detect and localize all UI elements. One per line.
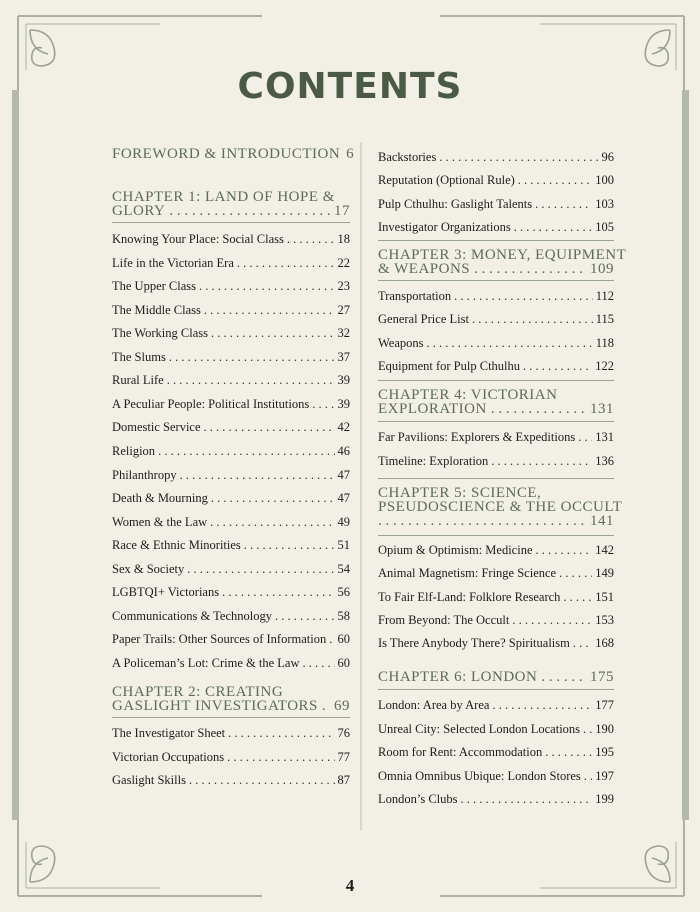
leader-dots	[545, 744, 592, 760]
leader-dots	[573, 635, 592, 651]
chapter-5-rule-top	[378, 478, 614, 479]
toc-entry[interactable]	[378, 768, 614, 784]
toc-entry-page: 18	[337, 232, 350, 246]
toc-entry-label: Communications & Technology	[112, 608, 272, 623]
chapter-4-heading[interactable]	[378, 388, 614, 416]
chapter-4-title-line2: EXPLORATION	[378, 401, 487, 417]
toc-entry-label: Investigator Organizations	[378, 219, 511, 234]
toc-entry[interactable]	[378, 311, 614, 327]
toc-entry[interactable]	[378, 196, 614, 212]
toc-entry[interactable]	[112, 725, 350, 741]
leader-dots	[492, 697, 592, 713]
toc-entry-page: 199	[595, 792, 614, 806]
chapter-5-rule	[378, 535, 614, 536]
chapter-1-rule	[112, 222, 350, 223]
toc-entry-label: The Working Class	[112, 326, 208, 341]
toc-entry-page: 103	[595, 196, 614, 211]
toc-entry-label: Omnia Omnibus Ubique: London Stores	[378, 768, 581, 783]
toc-entry-page: 77	[337, 749, 350, 764]
toc-entry-page: 142	[595, 543, 614, 557]
toc-entry-page: 190	[595, 721, 614, 736]
toc-entry-label: Life in the Victorian Era	[112, 255, 234, 270]
chapter-1-title-line1: CHAPTER 1: LAND OF HOPE &	[112, 189, 335, 205]
toc-entry-page: 58	[337, 608, 350, 623]
chapter-2-page: 69	[334, 698, 350, 714]
toc-entry-page: 60	[337, 655, 350, 670]
toc-entry-page: 105	[595, 219, 614, 234]
toc-entry[interactable]	[112, 396, 350, 412]
chapter-6-heading[interactable]	[378, 670, 614, 684]
chapter-3-rule-top	[378, 240, 614, 241]
chapter-6-title: CHAPTER 6: LONDON	[378, 669, 538, 685]
chapter-6-page: 175	[590, 669, 614, 685]
toc-entry-label: A Peculiar People: Political Institutions	[112, 396, 310, 411]
leader-dots	[491, 453, 592, 469]
page-title: CONTENTS	[237, 66, 463, 107]
toc-entry-page: 47	[337, 491, 350, 506]
toc-entry-label: Death & Mourning	[112, 491, 208, 506]
toc-entry-page: 22	[337, 255, 350, 270]
toc-entry-label: Domestic Service	[112, 420, 201, 435]
toc-entry[interactable]	[112, 349, 350, 365]
leader-dots	[189, 772, 335, 788]
toc-entry[interactable]	[112, 514, 350, 530]
leader-dots	[275, 608, 335, 624]
toc-entry-label: Philanthropy	[112, 467, 177, 482]
toc-entry-label: Gaslight Skills	[112, 773, 186, 787]
leader-dots	[472, 311, 593, 327]
leader-dots	[302, 655, 334, 671]
toc-entry[interactable]	[112, 608, 350, 624]
toc-entry-label: Unreal City: Selected London Locations	[378, 721, 581, 736]
toc-entry-page: 54	[337, 561, 350, 576]
toc-entry[interactable]	[112, 419, 350, 435]
toc-entry-label: Transportation	[378, 289, 452, 303]
toc-entry[interactable]	[112, 584, 350, 600]
toc-entry[interactable]	[378, 149, 614, 165]
chapter-4-rule	[378, 421, 614, 422]
toc-entry-label: Room for Rent: Accommodation	[378, 745, 543, 759]
toc-entry-label: Victorian Occupations	[112, 749, 225, 764]
leader-dots	[204, 302, 335, 318]
toc-entry-page: 195	[595, 745, 614, 759]
toc-entry[interactable]	[112, 631, 350, 647]
page-number: 4	[345, 876, 355, 895]
toc-entry[interactable]	[378, 565, 614, 581]
leader-dots	[228, 725, 334, 741]
chapter-3-title-line1: CHAPTER 3: MONEY, EQUIPMENT	[378, 247, 627, 263]
toc-entry-label: General Price List	[378, 312, 469, 327]
toc-entry[interactable]	[378, 429, 614, 445]
toc-entry-label: The Middle Class	[112, 302, 201, 317]
toc-entry-page: 76	[337, 726, 350, 740]
toc-entry-label: Women & the Law	[112, 514, 208, 529]
toc-entry-page: 42	[337, 420, 350, 435]
toc-entry[interactable]	[378, 453, 614, 469]
toc-entry-page: 87	[337, 773, 350, 787]
toc-entry-page: 23	[337, 279, 350, 294]
toc-entry[interactable]	[112, 490, 350, 506]
toc-entry-page: 197	[595, 768, 614, 783]
chapter-5-title-line1: CHAPTER 5: SCIENCE,	[378, 485, 542, 501]
toc-entry[interactable]	[112, 655, 350, 671]
chapter-3-title-line2: & WEAPONS	[378, 261, 471, 277]
toc-entry[interactable]	[378, 791, 614, 807]
toc-entry[interactable]	[378, 358, 614, 374]
toc-entry-page: 131	[595, 430, 614, 444]
leader-dots	[187, 561, 334, 577]
toc-entry[interactable]	[112, 537, 350, 553]
chapter-5-title-line2: PSEUDOSCIENCE & THE OCCULT	[378, 499, 623, 515]
toc-entry[interactable]	[378, 219, 614, 235]
toc-entry-page: 112	[595, 289, 614, 303]
toc-entry-page: 46	[337, 443, 350, 458]
leader-dots	[523, 358, 592, 374]
chapter-4-rule-top	[378, 380, 614, 381]
toc-entry-page: 100	[595, 173, 614, 188]
leader-dots	[536, 542, 593, 558]
toc-entry-label: London: Area by Area	[378, 698, 490, 712]
toc-entry-page: 49	[337, 514, 350, 529]
chapter-1-title-line2: GLORY	[112, 203, 166, 219]
toc-entry-page: 149	[595, 566, 614, 581]
toc-entry-label: Knowing Your Place: Social Class	[112, 232, 284, 246]
toc-entry-label: Equipment for Pulp Cthulhu	[378, 358, 521, 373]
toc-entry[interactable]	[112, 231, 350, 247]
leader-dots	[237, 255, 335, 271]
leader-dots	[329, 631, 334, 647]
leader-dots	[583, 721, 592, 737]
toc-entry-label: Animal Magnetism: Fringe Science	[378, 566, 557, 581]
leader-dots	[454, 288, 593, 304]
chapter-1-heading[interactable]	[112, 190, 350, 218]
leader-dots	[169, 349, 335, 365]
chapter-2-title-line2: GASLIGHT INVESTIGATORS	[112, 698, 318, 714]
toc-entry[interactable]	[112, 467, 350, 483]
toc-entry-page: 51	[337, 538, 350, 553]
toc-entry[interactable]	[378, 744, 614, 760]
toc-entry[interactable]	[378, 335, 614, 351]
toc-entry-page: 39	[337, 396, 350, 411]
toc-entry-label: Weapons	[378, 335, 424, 350]
toc-entry-page: 177	[595, 698, 614, 712]
leader-dots	[222, 584, 334, 600]
leader-dots	[559, 565, 592, 581]
toc-entry-label: Timeline: Exploration	[378, 453, 489, 468]
toc-entry[interactable]	[378, 288, 614, 304]
toc-entry-label: A Policeman’s Lot: Crime & the Law	[112, 655, 300, 670]
leader-dots	[535, 196, 592, 212]
toc-entry[interactable]	[112, 302, 350, 318]
toc-entry[interactable]	[112, 561, 350, 577]
toc-entry-page: 47	[337, 467, 350, 482]
leader-dots	[204, 419, 335, 435]
toc-entry-page: 60	[337, 632, 350, 647]
foreword-page: 6	[346, 146, 355, 162]
toc-entry-label: Race & Ethnic Minorities	[112, 538, 241, 553]
toc-entry-page: 122	[595, 358, 614, 373]
toc-entry-label: London’s Clubs	[378, 792, 458, 806]
chapter-2-rule	[112, 717, 350, 718]
leader-dots	[512, 612, 592, 628]
leader-dots	[461, 791, 593, 807]
toc-entry[interactable]	[112, 749, 350, 765]
toc-entry[interactable]	[378, 172, 614, 188]
toc-entry[interactable]	[112, 372, 350, 388]
toc-entry-label: Far Pavilions: Explorers & Expeditions	[378, 430, 576, 444]
toc-entry-page: 39	[337, 373, 350, 388]
toc-entry[interactable]	[112, 255, 350, 271]
chapter-3-heading[interactable]	[378, 247, 627, 277]
toc-entry-label: The Slums	[112, 349, 166, 364]
toc-entry-page: 151	[595, 589, 614, 604]
leader-dots	[180, 467, 335, 483]
toc-entry[interactable]	[112, 772, 350, 788]
toc-entry-page: 37	[337, 349, 350, 364]
chapter-5-heading[interactable]	[378, 485, 623, 529]
chapter-1-page: 17	[334, 203, 350, 219]
chapter-5-page: 141	[590, 513, 614, 529]
leader-dots	[514, 219, 593, 235]
toc-entry-label: Rural Life	[112, 373, 164, 388]
chapter-2-title-line1: CHAPTER 2: CREATING	[112, 684, 284, 700]
chapter-2-heading[interactable]	[112, 685, 350, 713]
leader-dots	[210, 514, 334, 530]
leader-dots	[427, 335, 593, 351]
leader-dots	[518, 172, 592, 188]
leader-dots	[211, 490, 335, 506]
foreword-heading[interactable]	[112, 146, 355, 162]
toc-entry[interactable]	[112, 443, 350, 459]
toc-entry-label: The Upper Class	[112, 279, 197, 294]
toc-entry-page: 153	[595, 612, 614, 627]
toc-entry[interactable]	[378, 721, 614, 737]
toc-entry[interactable]	[378, 589, 614, 605]
toc-entry-page: 27	[337, 302, 350, 317]
toc-entry-label: Paper Trails: Other Sources of Information	[112, 632, 327, 647]
toc-entry-label: Religion	[112, 443, 156, 458]
leader-dots	[563, 589, 592, 605]
chapter-4-title-line1: CHAPTER 4: VICTORIAN	[378, 387, 558, 403]
toc-entry[interactable]	[378, 697, 614, 713]
leader-dots	[211, 325, 335, 341]
toc-entry-label: From Beyond: The Occult	[378, 612, 510, 627]
chapter-3-rule	[378, 280, 614, 281]
toc-entry[interactable]	[378, 612, 614, 628]
leader-dots	[287, 231, 335, 247]
leader-dots	[312, 396, 334, 412]
toc-entry-page: 96	[601, 150, 614, 164]
toc-entry-page: 118	[595, 335, 614, 350]
toc-entry-label: Is There Anybody There? Spiritualism	[378, 636, 570, 651]
leader-dots	[167, 372, 335, 388]
toc-entry-page: 136	[595, 453, 614, 468]
toc-entry-label: LGBTQI+ Victorians	[112, 585, 220, 600]
toc-entry-label: Reputation (Optional Rule)	[378, 173, 515, 188]
leader-dots	[199, 278, 334, 294]
leader-dots	[158, 443, 334, 459]
toc-entry-label: To Fair Elf-Land: Folklore Research	[378, 589, 561, 604]
foreword-label: FOREWORD & INTRODUCTION	[112, 146, 341, 162]
leader-dots	[439, 149, 598, 165]
toc-entry-label: Backstories	[378, 150, 437, 164]
chapter-4-page: 131	[590, 401, 614, 417]
toc-entry-label: Opium & Optimism: Medicine	[378, 543, 533, 557]
toc-entry-page: 56	[337, 585, 350, 600]
leader-dots	[227, 749, 334, 765]
toc-entry[interactable]	[112, 325, 350, 341]
toc-entry-label: Sex & Society	[112, 561, 185, 576]
leader-dots	[244, 537, 335, 553]
leader-dots	[584, 768, 592, 784]
chapter-6-rule	[378, 689, 614, 690]
chapter-3-page: 109	[590, 261, 614, 277]
toc-entry[interactable]	[378, 542, 614, 558]
toc-entry-page: 32	[337, 326, 350, 341]
toc-entry[interactable]	[112, 278, 350, 294]
leader-dots	[578, 429, 592, 445]
toc-entry[interactable]	[378, 635, 614, 651]
toc-entry-label: Pulp Cthulhu: Gaslight Talents	[378, 196, 533, 211]
toc-entry-page: 168	[595, 636, 614, 651]
toc-entry-page: 115	[595, 312, 614, 327]
toc-entry-label: The Investigator Sheet	[112, 726, 226, 740]
